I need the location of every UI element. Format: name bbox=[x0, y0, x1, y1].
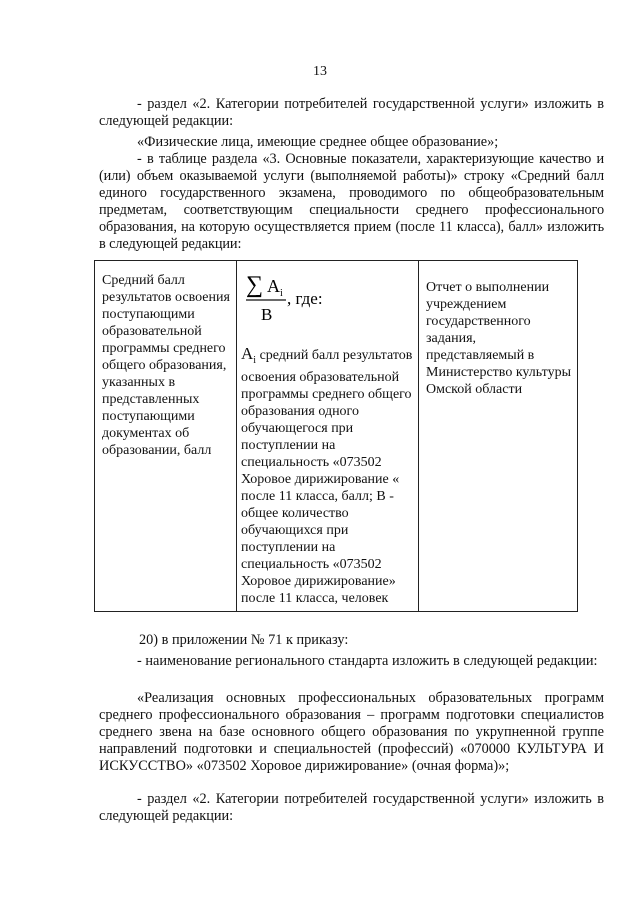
paragraph-appendix-71: 20) в приложении № 71 к приказу: bbox=[139, 632, 349, 648]
paragraph-physical-persons: «Физические лица, имеющие среднее общее образование»; bbox=[137, 134, 499, 150]
variable-a-subscript: i bbox=[253, 354, 257, 366]
paragraph-categories-intro: - раздел «2. Категории потребителей государственной услуги» изложить в следующей редакции: bbox=[99, 96, 604, 129]
indicator-table bbox=[94, 260, 578, 612]
formula-explanation bbox=[241, 345, 417, 607]
table-cell-source bbox=[419, 261, 577, 611]
paragraph-standard-name: - наименование регионального стандарта изложить в следующей редакции: bbox=[137, 653, 598, 669]
table-cell-indicator bbox=[95, 261, 237, 611]
formula-graphic bbox=[243, 267, 413, 333]
formula-explanation-text: средний балл результатов освоения образовательной программы среднего общего образования одного обучающегося при поступлении на специальность «073502 Хоровое дирижирование « после 11 класса, балл; B - общее количество обучающихся при поступлении на специальность «073502 Хоровое дирижирование» после 11 класса, человек bbox=[241, 348, 413, 606]
paragraph-program-title: «Реализация основных профессиональных образовательных программ среднего профессионального образования – программ подготовки специалистов среднего звена на базе основного общего образования по укрупненной группе направлений подготовки и специальностей (профессий) «070000 КУЛЬТУРА И ИСКУССТВО» «073502 Хоровое дирижирование» (очная форма)»; bbox=[99, 690, 604, 774]
paragraph-categories-second: - раздел «2. Категории потребителей государственной услуги» изложить в следующей редакции: bbox=[99, 791, 604, 824]
variable-a: A bbox=[241, 344, 254, 363]
page-number: 13 bbox=[313, 64, 327, 79]
formula-numerator: A bbox=[267, 276, 280, 296]
paragraph-table-row-change: - в таблице раздела «3. Основные показатели, характеризующие качество и (или) объем оказываемой услуги (выполняемой работы)» строку «Средний балл единого государственного экзамена, проводимого по общеобразовательным предметам, соответствующим специальности среднего профессионального образования, на которую осуществляется прием (после 11 класса), балл» изложить в следующей редакции: bbox=[99, 151, 604, 252]
table-cell-formula bbox=[237, 261, 419, 611]
formula-denominator: B bbox=[261, 305, 273, 324]
formula-suffix: , где: bbox=[287, 289, 323, 308]
formula-subscript: i bbox=[280, 288, 283, 299]
data-source: Отчет о выполнении учреждением государственного задания, представляемый в Министерство культуры Омской области bbox=[426, 280, 571, 397]
sum-symbol: ∑ bbox=[246, 272, 264, 298]
indicator-name: Средний балл результатов освоения поступающими образовательной программы среднего общего образования, указанных в представленных поступающими документах об образовании, балл bbox=[102, 273, 230, 458]
average-score-formula bbox=[243, 267, 413, 333]
